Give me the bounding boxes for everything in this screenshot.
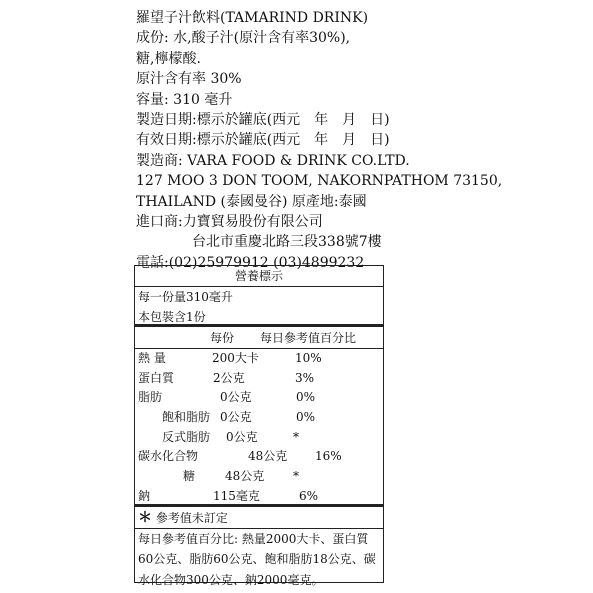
nutrient-daily-value: 0% [296,410,316,425]
nutrient-name: 鈉 [138,488,151,503]
nutrient-amount: 200大卡 [212,351,259,365]
nutrient-row-carbohydrate [135,447,383,467]
nutrient-daily-value: 0% [296,390,316,405]
nutrition-facts-panel [134,265,384,587]
nutrient-amount: 48公克 [225,469,265,484]
footnote-not-established [135,507,383,529]
nutrient-row-trans-fat [135,428,383,448]
manufacture-date: 製造日期:標示於罐底(西元 年 月 日) [136,111,390,128]
nutrient-amount: 115毫克 [213,488,260,503]
nutrition-title: 營養標示 [135,266,383,287]
nutrient-amount: 0公克 [220,390,252,405]
asterisk-mark: ＊ [138,509,152,526]
nutrient-row-protein [135,369,383,389]
nutrient-daily-value: 16% [315,449,342,464]
manufacturer: 製造商: VARA FOOD & DRINK CO.LTD. [136,152,410,169]
nutrient-name: 糖 [183,469,196,484]
ingredients-line-1: 成份: 水,酸子汁(原汁含有率30%), [136,30,351,47]
nutrient-name: 飽和脂肪 [162,410,211,425]
nutrient-row-fat [135,388,383,408]
nutrient-name: 脂肪 [138,390,163,405]
importer: 進口商:力寶貿易股份有限公司 [136,213,323,230]
nutrient-row-energy [135,349,383,369]
reference-line-2: 60公克、脂肪60公克、飽和脂肪18公克、碳 [138,552,376,566]
nutrient-row-sodium [135,487,383,507]
nutrient-daily-value: * [293,469,299,484]
nutrient-amount: 2公克 [213,370,245,385]
reference-line-1: 每日參考值百分比: 熱量2000大卡、蛋白質 [138,531,369,546]
footnote-text: 參考值未訂定 [152,510,228,525]
column-daily-value: 每日參考值百分比 [260,331,357,345]
nutrient-row-sugar [135,467,383,487]
nutrient-row-saturated-fat [135,408,383,428]
phone: 電話:(02)25979912 (03)4899232 [136,254,365,271]
importer-address: 台北市重慶北路三段338號7樓 [192,234,382,251]
nutrient-name: 蛋白質 [138,370,175,385]
product-label-text [136,8,576,273]
nutrient-daily-value: 3% [295,370,315,385]
nutrient-daily-value: 6% [299,488,319,503]
serving-size: 每一份量310毫升 [138,290,233,304]
juice-content: 原汁含有率 30% [136,71,242,88]
product-name: 羅望子汁飲料(TAMARIND DRINK) [136,10,369,26]
nutrient-daily-value: 10% [295,351,322,365]
nutrient-name: 反式脂肪 [162,429,211,444]
nutrient-amount: 0公克 [220,410,252,425]
address-line-1: 127 MOO 3 DON TOOM, NAKORNPATHOM 73150, [136,173,503,190]
nutrient-amount: 0公克 [226,429,258,444]
servings-per-package: 本包裝含1份 [135,307,383,327]
address-line-2: THAILAND (泰國曼谷) 原產地:泰國 [136,193,367,210]
column-per-serving: 每份 [210,331,235,345]
nutrient-daily-value: * [293,429,299,444]
ingredients-line-2: 糖,檸檬酸. [136,50,201,67]
nutrient-name: 碳水化合物 [138,449,199,464]
nutrient-amount: 48公克 [248,449,288,464]
nutrient-name: 熱 量 [138,351,166,365]
column-header-row [135,327,383,349]
volume: 容量: 310 毫升 [136,91,233,108]
expiry-date: 有效日期:標示於罐底(西元 年 月 日) [136,132,390,149]
reference-line-3: 水化合物300公克、鈉2000毫克。 [138,572,324,587]
